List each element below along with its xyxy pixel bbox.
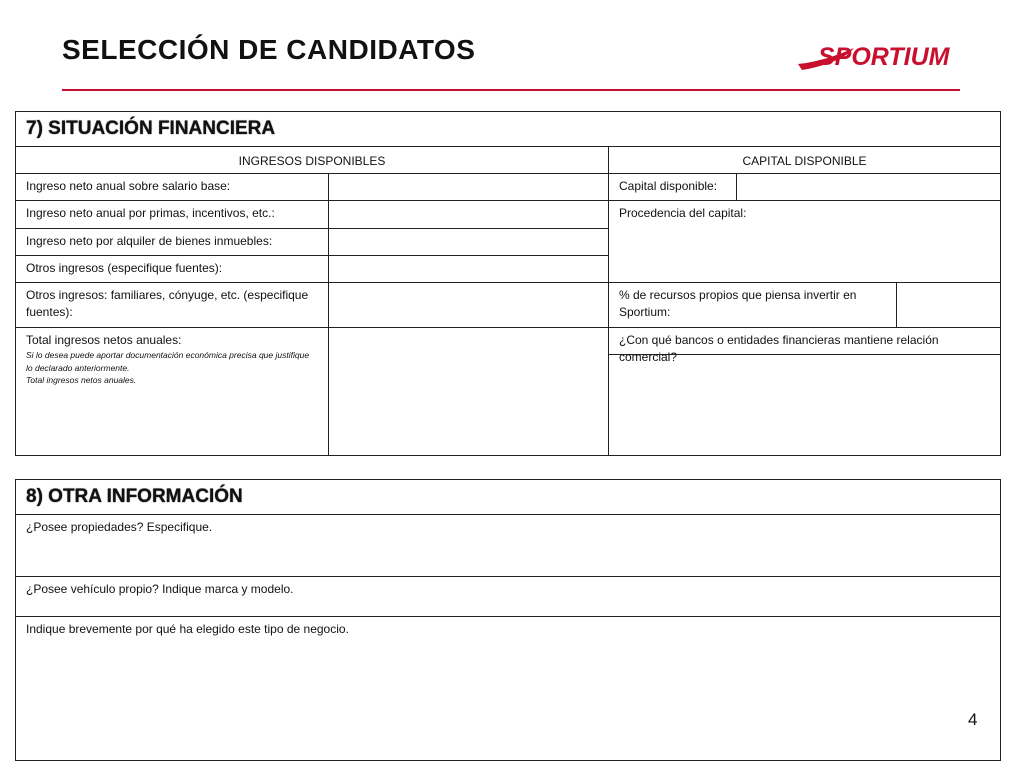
vehicle-question: ¿Posee vehículo propio? Indique marca y modelo. — [26, 582, 294, 596]
documentation-note: Si lo desea puede aportar documentación económica precisa que justifique lo declarado anteriormente. — [26, 350, 310, 373]
income-row-label: Otros ingresos: familiares, cónyuge, etc. (especifique fuentes): — [26, 288, 309, 319]
page-title: SELECCIÓN DE CANDIDATOS — [62, 34, 476, 65]
capital-origin-field[interactable] — [609, 201, 1000, 282]
properties-question: ¿Posee propiedades? Especifique. — [26, 520, 213, 534]
total-income-field[interactable] — [329, 328, 608, 455]
other-information-section — [15, 479, 1001, 761]
financial-situation-section — [15, 111, 1001, 456]
section-heading: 7) SITUACIÓN FINANCIERA — [26, 118, 276, 139]
capital-origin-label: Procedencia del capital: — [619, 206, 747, 220]
sportium-logo — [796, 36, 966, 76]
banks-question-label: ¿Con qué bancos o entidades financieras mantiene relación comercial? — [619, 333, 939, 364]
capital-available-field[interactable] — [737, 174, 1000, 200]
income-row-label: Ingreso neto anual sobre salario base: — [26, 179, 231, 193]
page-number: 4 — [968, 710, 978, 729]
bonus-income-field[interactable] — [329, 201, 608, 228]
salary-income-field[interactable] — [329, 174, 608, 200]
income-row-label: Otros ingresos (especifique fuentes): — [26, 261, 223, 275]
own-resources-label: % de recursos propios que piensa invertir en Sportium: — [619, 288, 857, 319]
business-reason-field[interactable] — [16, 617, 1000, 760]
total-income-cell — [16, 328, 328, 455]
vehicle-field[interactable] — [16, 577, 1000, 616]
documentation-note-total: Total ingresos netos anuales. — [26, 375, 137, 385]
properties-field[interactable] — [16, 515, 1000, 576]
income-column-header: INGRESOS DISPONIBLES — [238, 154, 386, 168]
family-income-field[interactable] — [329, 283, 608, 327]
brand-text: SPORTIUM — [818, 43, 950, 71]
business-reason-question: Indique brevemente por qué ha elegido este tipo de negocio. — [26, 622, 349, 636]
capital-available-label: Capital disponible: — [619, 179, 718, 193]
rental-income-field[interactable] — [329, 229, 608, 255]
banks-answer-field[interactable] — [609, 355, 1000, 455]
capital-column-header: CAPITAL DISPONIBLE — [742, 154, 867, 168]
section-heading: 8) OTRA INFORMACIÓN — [26, 486, 243, 507]
income-row-label: Ingreso neto anual por primas, incentivos, etc.: — [26, 206, 275, 220]
other-income-field[interactable] — [329, 256, 608, 282]
income-row-label: Ingreso neto por alquiler de bienes inmuebles: — [26, 234, 273, 248]
total-income-label: Total ingresos netos anuales: — [26, 333, 182, 347]
own-resources-field[interactable] — [897, 283, 1000, 327]
title-underline — [62, 89, 960, 91]
